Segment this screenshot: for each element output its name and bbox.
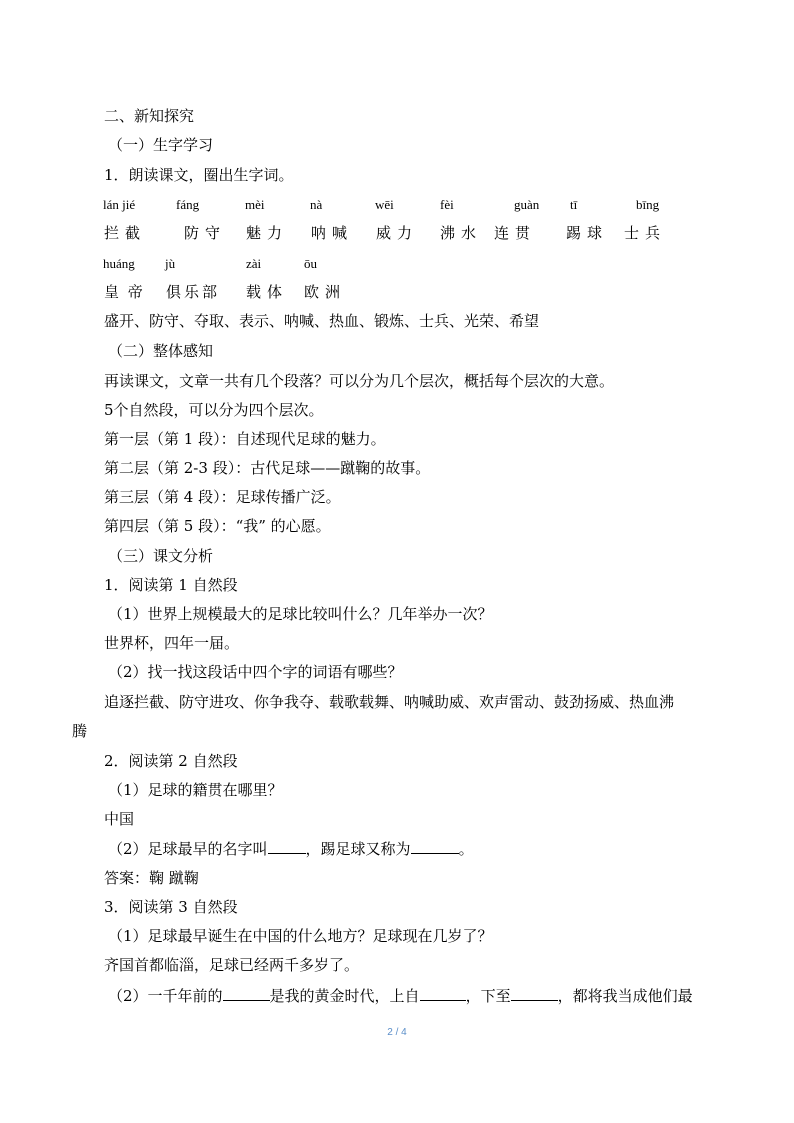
- hanzi-word: 皇 帝: [104, 283, 145, 301]
- answer: 答案：鞠 蹴鞠: [104, 869, 199, 887]
- answer: 中国: [104, 810, 135, 828]
- pinyin: guàn: [514, 197, 540, 212]
- question-text: （2）一千年前的: [108, 987, 223, 1005]
- pinyin: fáng: [176, 197, 200, 212]
- page-number: 2 / 4: [387, 1027, 407, 1038]
- question-text: 是我的黄金时代，上自: [269, 987, 420, 1005]
- item-heading: 2．阅读第 2 自然段: [104, 752, 238, 770]
- layer-text: 第三层（第 4 段）：足球传播广泛。: [104, 488, 341, 506]
- pinyin: wēi: [375, 197, 394, 212]
- vocab-words: 盛开、防守、夺取、表示、呐喊、热血、锻炼、士兵、光荣、希望: [104, 312, 540, 330]
- answer-blank[interactable]: [420, 985, 466, 1001]
- subsection-heading: （二）整体感知: [108, 342, 214, 360]
- question-text: ，都将我当成他们最: [557, 987, 693, 1005]
- hanzi-word: 连贯: [494, 224, 537, 242]
- answer-blank[interactable]: [268, 838, 306, 854]
- item-heading: 1．阅读第 1 自然段: [104, 576, 238, 594]
- pinyin: nà: [310, 197, 323, 212]
- hanzi-word: 防守: [184, 224, 227, 242]
- layer-text: 第四层（第 5 段）：“我” 的心愿。: [104, 517, 331, 535]
- layer-text: 第二层（第 2-3 段）：古代足球——蹴鞠的故事。: [104, 459, 431, 477]
- hanzi-word: 俱乐部: [166, 283, 221, 301]
- answer-blank[interactable]: [511, 985, 558, 1001]
- question: （1）足球的籍贯在哪里？: [108, 781, 283, 799]
- answer-blank[interactable]: [223, 985, 270, 1001]
- pinyin: tī: [570, 197, 578, 212]
- hanzi-word: 拦截: [104, 224, 147, 242]
- fill-blank-question: [108, 838, 474, 859]
- answer: 5个自然段，可以分为四个层次。: [104, 401, 324, 419]
- pinyin: lán jié: [103, 197, 136, 212]
- pinyin: fèi: [440, 197, 454, 212]
- layer-text: 第一层（第 1 段）：自述现代足球的魅力。: [104, 430, 386, 448]
- question: （2）找一找这段话中四个字的词语有哪些？: [108, 663, 403, 681]
- item-heading: 3．阅读第 3 自然段: [104, 898, 238, 916]
- pinyin: huáng: [103, 256, 135, 271]
- pinyin: jù: [165, 256, 176, 271]
- hanzi-word: 魅力: [246, 224, 289, 242]
- hanzi-word: 载体: [246, 283, 289, 301]
- hanzi-word: 威力: [376, 224, 419, 242]
- hanzi-word: 欧洲: [304, 283, 347, 301]
- question-text: ，下至: [465, 987, 511, 1005]
- hanzi-word: 呐喊: [311, 224, 354, 242]
- answer: 齐国首都临淄，足球已经两千多岁了。: [104, 956, 360, 974]
- pinyin: bīng: [636, 197, 660, 212]
- question: （1）足球最早诞生在中国的什么地方？足球现在几岁了？: [108, 927, 493, 945]
- question-text: 。: [458, 840, 474, 858]
- question-text: （2）足球最早的名字叫: [108, 840, 268, 858]
- pinyin: ōu: [304, 256, 317, 271]
- pinyin: mèi: [245, 197, 265, 212]
- item-heading: 1．朗读课文，圈出生字词。: [104, 166, 294, 184]
- section-title: 二、新知探究: [104, 107, 195, 125]
- subsection-heading: （三）课文分析: [108, 547, 214, 565]
- hanzi-word: 士兵: [624, 224, 667, 242]
- question: 再读课文，文章一共有几个段落？可以分为几个层次，概括每个层次的大意。: [104, 372, 615, 390]
- hanzi-word: 踢球: [566, 224, 609, 242]
- subsection-heading: （一）生字学习: [108, 136, 214, 154]
- hanzi-word: 沸水: [440, 224, 483, 242]
- answer-continuation: 腾: [72, 722, 88, 740]
- pinyin: zài: [246, 256, 262, 271]
- answer-blank[interactable]: [411, 838, 459, 854]
- fill-blank-question: [108, 985, 693, 1006]
- answer: 世界杯，四年一届。: [104, 634, 240, 652]
- answer: 追逐拦截、防守进攻、你争我夺、载歌载舞、呐喊助威、欢声雷动、鼓劲扬威、热血沸: [104, 693, 675, 711]
- question: （1）世界上规模最大的足球比较叫什么？几年举办一次？: [108, 605, 493, 623]
- question-text: ，踢足球又称为: [305, 840, 411, 858]
